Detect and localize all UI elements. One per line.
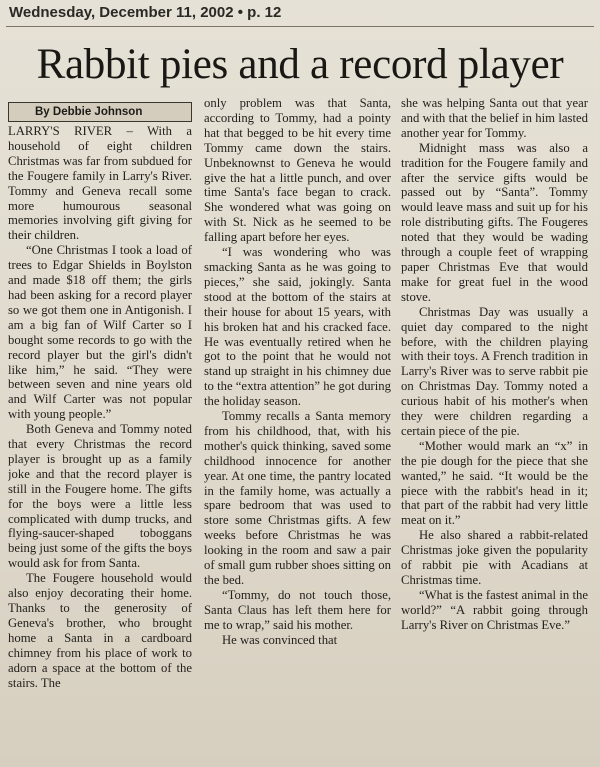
- paragraph: Christmas Day was usually a quiet day compared to the night before, with the children playing with their toys. A French tradition in Larry's River was to serve rabbit pie on Christmas Day. Tommy noted a curious habit of his mother's when they were children regarding a certain piece of the pie.: [401, 304, 588, 438]
- paragraph: He also shared a rabbit-related Christmas joke given the popularity of rabbit pie with Acadians at Christmas time.: [401, 528, 588, 587]
- article-column-3: [401, 96, 588, 760]
- paragraph: LARRY'S RIVER – With a household of eight children Christmas was far from subdued for the Fougere family in Larry's River. Tommy and Geneva recall some more humourous seasonal memories involving gift giving for their children.: [8, 124, 192, 243]
- header-rule: [6, 26, 594, 27]
- byline: By Debbie Johnson: [8, 102, 192, 122]
- paragraph: only problem was that Santa, according to Tommy, had a pointy hat that begged to be hit every time Tommy came down the stairs. Unbeknownst to Geneva he would give the hat a little punch, and over time Santa's face began to crack. She wondered what was going on with St. Nick as he seemed to be falling apart before her eyes.: [204, 96, 391, 245]
- article-column-1: [8, 124, 192, 760]
- paragraph: He was convinced that: [222, 632, 338, 647]
- paragraph: “What is the fastest animal in the world?” “A rabbit going through Larry's River on Christmas Eve.”: [401, 587, 588, 632]
- paragraph: Midnight mass was also a tradition for the Fougere family and after the service gifts would be passed out by “Santa”. Tommy would leave mass and suit up for his role distributing gifts. The Fougeres noted that they would be wading through a couple feet of wrapping paper Christmas Eve that would make for great fuel in the wood stove.: [401, 140, 588, 304]
- paragraph: Both Geneva and Tommy noted that every Christmas the record player is brought up as a family joke and that the record player is still in the Fougere home. The gifts for the boys were a little less complicated with dump trucks, and flying-saucer-shaped toboggans being just some of the gifts the boys would ask for from Santa.: [8, 422, 192, 571]
- headline: Rabbit pies and a record player: [36, 41, 564, 88]
- paragraph: “Mother would mark an “x” in the pie dough for the piece that she wanted,” he said. “It would be the piece with the rabbit's head in it; that part of the rabbit had very little meat on it.”: [401, 438, 588, 528]
- paragraph: “Tommy, do not touch those, Santa Claus has left them here for me to wrap,” said his mother.: [204, 587, 391, 632]
- paragraph: “One Christmas I took a load of trees to Edgar Shields in Boylston and made $18 off them; the girls had been asking for a record player so we got them one in Antigonish. I am a big fan of Wilf Carter so I bought some records to go with the record player but the girl's didn't like him,” he said. “They were between seven and nine years old and Wilf Carter was not popular with young people.”: [8, 243, 192, 422]
- paragraph: Tommy recalls a Santa memory from his childhood, that, with his mother's quick thinking, saved some childhood innocence for another year. At one time, the pantry located in the family home, was actually a spare bedroom that was used to store some Christmas gifts. A few weeks before Christmas he was looking in the room and saw a pair of small gum rubber shoes sitting on the bed.: [204, 409, 391, 587]
- paragraph: she was helping Santa out that year and with that the belief in him lasted another year for Tommy.: [401, 96, 588, 140]
- paragraph: The Fougere household would also enjoy decorating their home. Thanks to the generosity of Geneva's brother, who brought home a Santa in a cardboard chimney from his place of work to adorn a space at the bottom of the stairs. The: [8, 571, 192, 690]
- dateline: Wednesday, December 11, 2002 • p. 12: [9, 4, 282, 21]
- article-column-2: [204, 96, 391, 760]
- paragraph: “I was wondering who was smacking Santa as he was going to pieces,” she said, jokingly. Santa stood at the bottom of the stairs at their house for about 15 years, with his broken hat and his cracked face. He was eventually retired when he got to the point that he would not stand up straight in his chimney due to the “extra attention” he got during the holiday season.: [204, 245, 391, 409]
